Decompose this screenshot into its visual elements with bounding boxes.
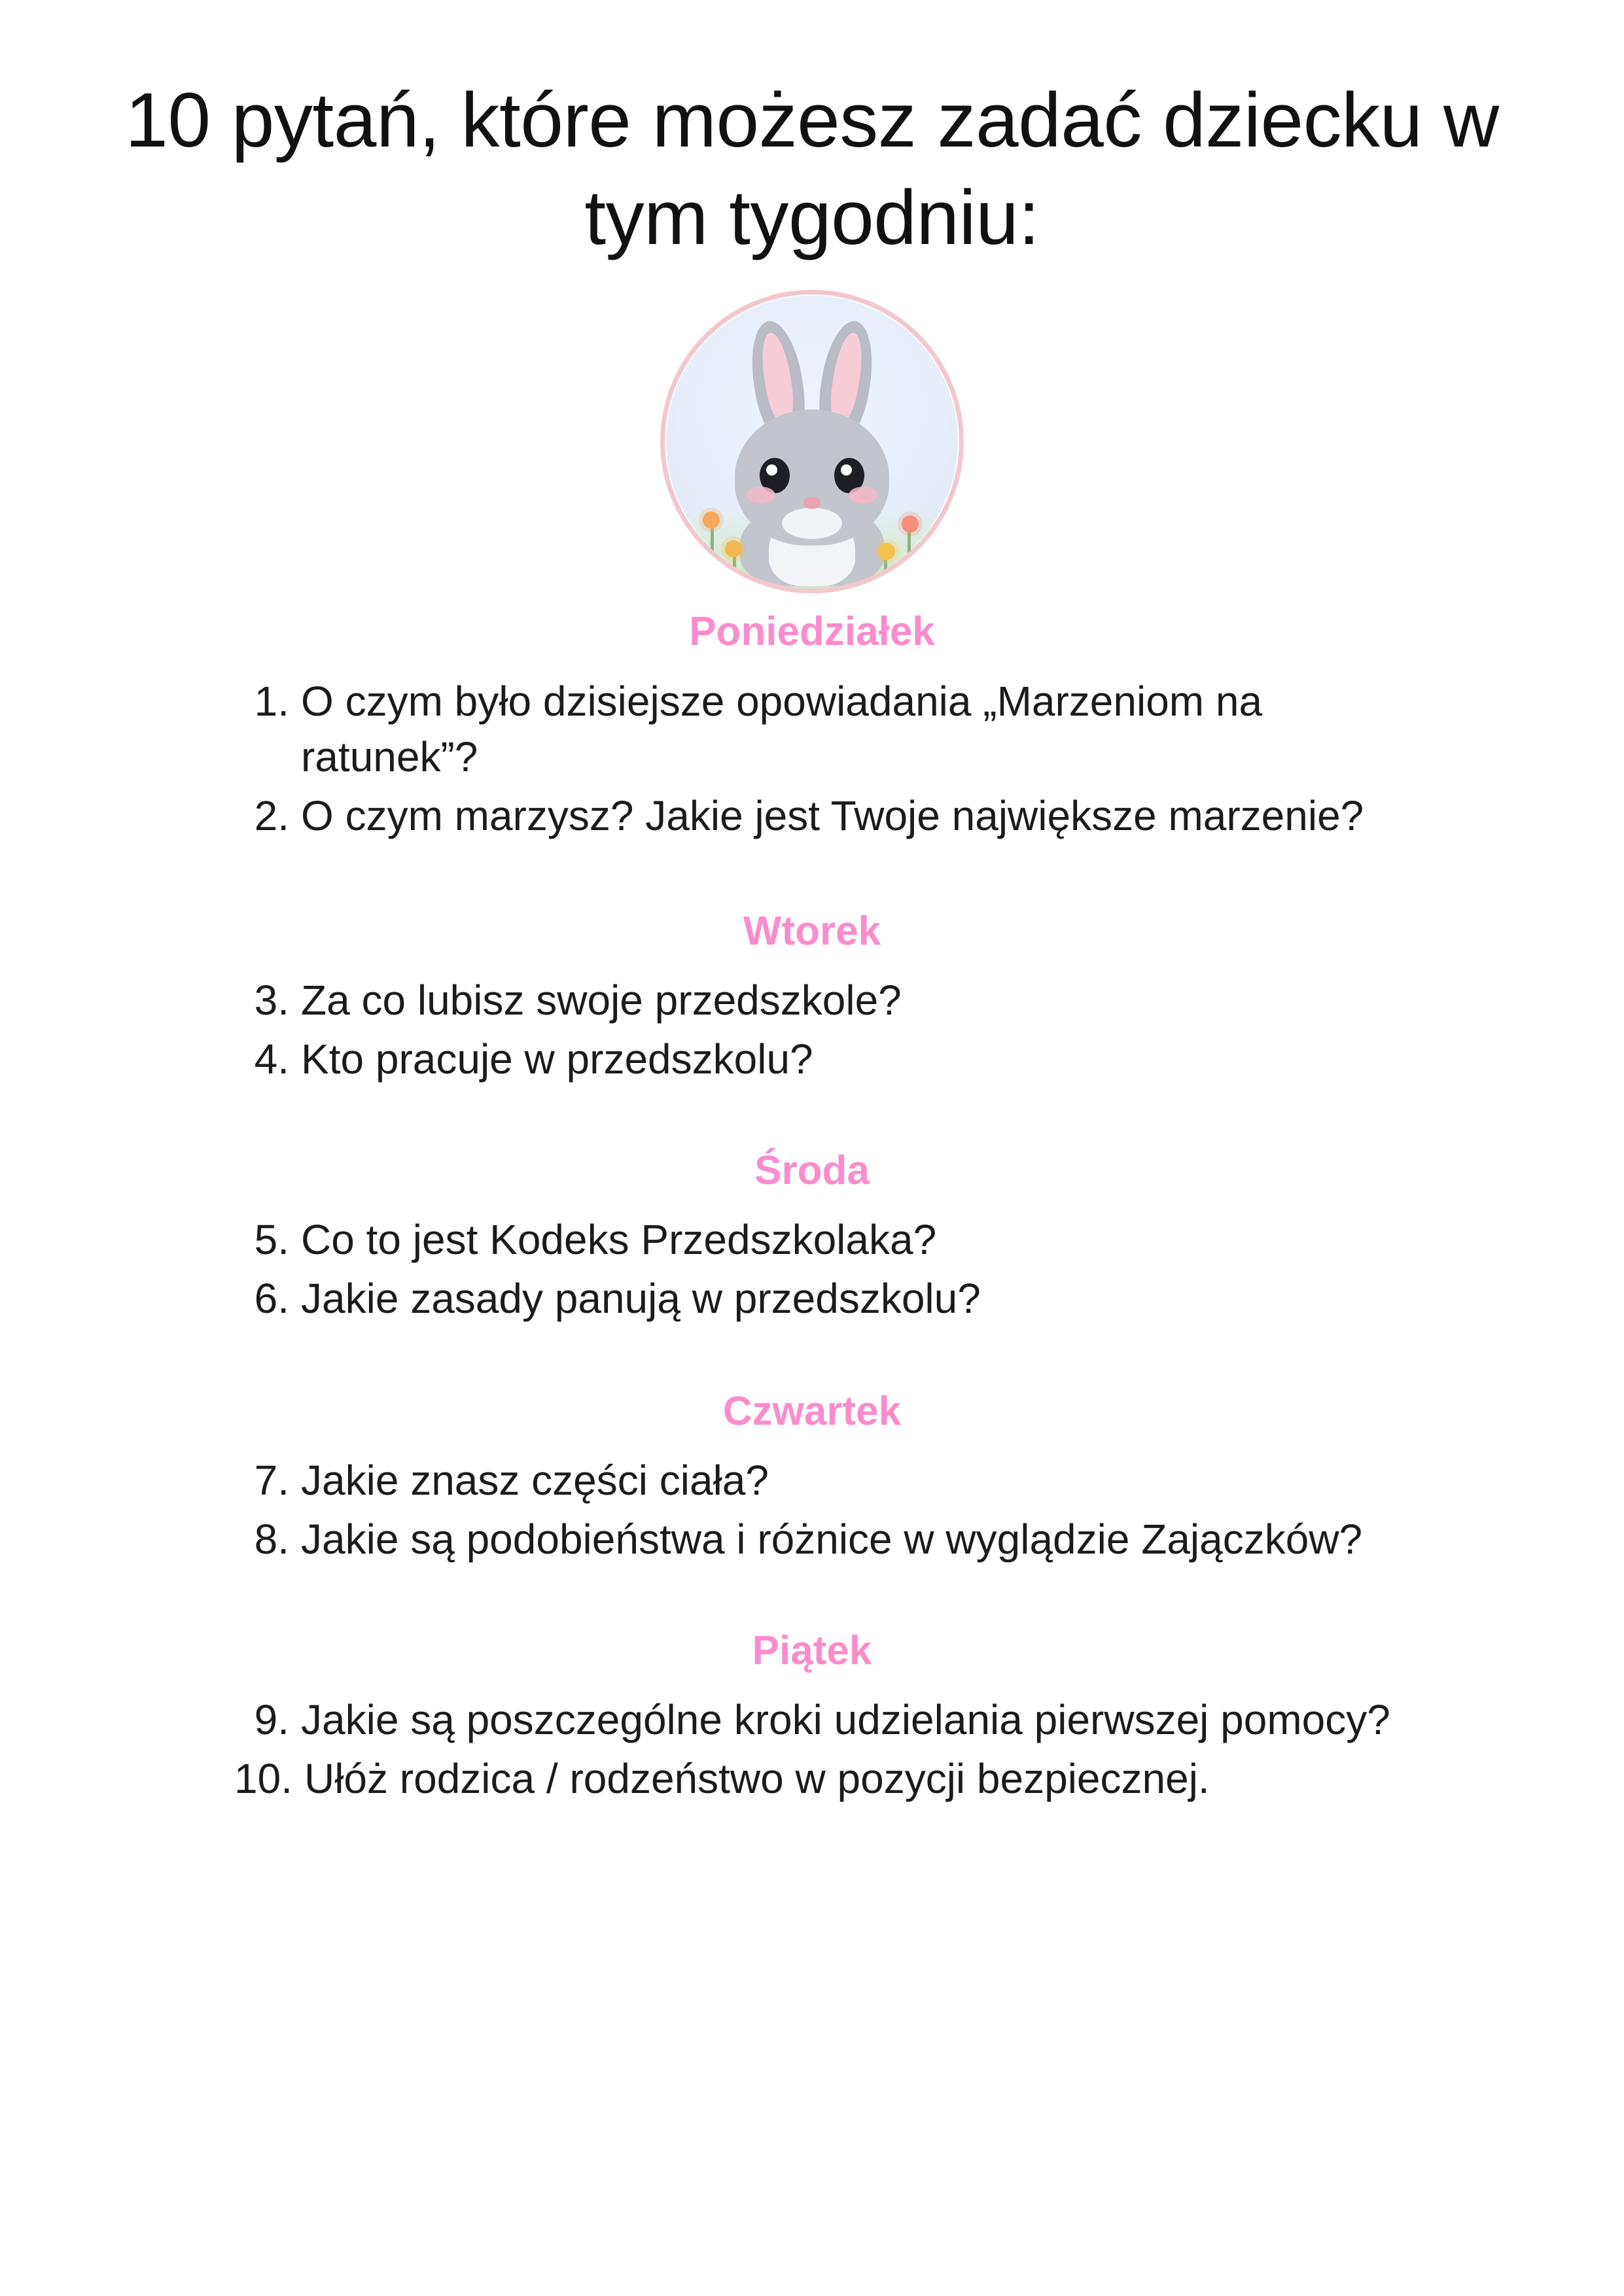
item-text: O czym było dzisiejsze opowiadania „Marzeniom na ratunek”? [301, 677, 1263, 781]
bunny-illustration [660, 290, 964, 593]
list-item [79, 1271, 1545, 1327]
question-list [79, 1692, 1545, 1807]
list-item [79, 1212, 1545, 1268]
item-number: 6. [254, 1275, 289, 1323]
list-item [79, 788, 1545, 844]
item-number: 9. [254, 1696, 289, 1744]
question-list [79, 674, 1545, 844]
item-text: Jakie są poszczególne kroki udzielania pierwszej pomocy? [301, 1696, 1390, 1744]
day-heading: Czwartek [722, 1388, 902, 1434]
page-title: 10 pytań, które możesz zadać dziecku w tym tygodniu: [125, 77, 1499, 261]
item-number: 10. [234, 1754, 292, 1802]
list-item [79, 1032, 1545, 1088]
list-item [79, 1453, 1545, 1509]
item-text: Jakie są podobieństwa i różnice w wyglądzie Zajączków? [301, 1515, 1363, 1563]
item-text: O czym marzysz? Jakie jest Twoje największe marzenie? [301, 792, 1364, 840]
day-heading: Piątek [752, 1627, 872, 1673]
list-item [79, 1512, 1545, 1568]
item-number: 5. [254, 1216, 289, 1264]
item-text: Ułóż rodzica / rodzeństwo w pozycji bezpiecznej. [304, 1754, 1210, 1802]
item-number: 1. [254, 677, 289, 725]
item-text: Co to jest Kodeks Przedszkolaka? [301, 1216, 937, 1264]
day-heading: Poniedziałek [689, 609, 935, 655]
bunny-head [735, 409, 889, 546]
item-number: 8. [254, 1515, 289, 1563]
day-block-monday [79, 608, 1545, 844]
day-block-wednesday [79, 1147, 1545, 1327]
day-heading: Środa [754, 1147, 870, 1193]
list-item [79, 674, 1545, 786]
list-item [79, 1751, 1545, 1807]
item-number: 7. [254, 1457, 289, 1505]
day-block-thursday [79, 1387, 1545, 1568]
item-text: Za co lubisz swoje przedszkole? [301, 977, 902, 1024]
item-text: Jakie znasz części ciała? [301, 1457, 769, 1505]
flower-stem-icon [711, 525, 714, 573]
day-block-friday [79, 1627, 1545, 1807]
question-list [79, 973, 1545, 1088]
hero-image-container [79, 290, 1545, 593]
item-number: 3. [254, 977, 289, 1024]
list-item [79, 1692, 1545, 1748]
days-list [79, 608, 1545, 1807]
item-number: 4. [254, 1035, 289, 1083]
item-text: Kto pracuje w przedszkolu? [301, 1035, 813, 1083]
flower-stem-icon [908, 529, 911, 573]
question-list [79, 1212, 1545, 1327]
day-block-tuesday [79, 907, 1545, 1088]
list-item [79, 973, 1545, 1029]
day-heading: Wtorek [743, 908, 881, 954]
question-list [79, 1453, 1545, 1568]
item-text: Jakie zasady panują w przedszkolu? [301, 1275, 981, 1323]
item-number: 2. [254, 792, 289, 840]
